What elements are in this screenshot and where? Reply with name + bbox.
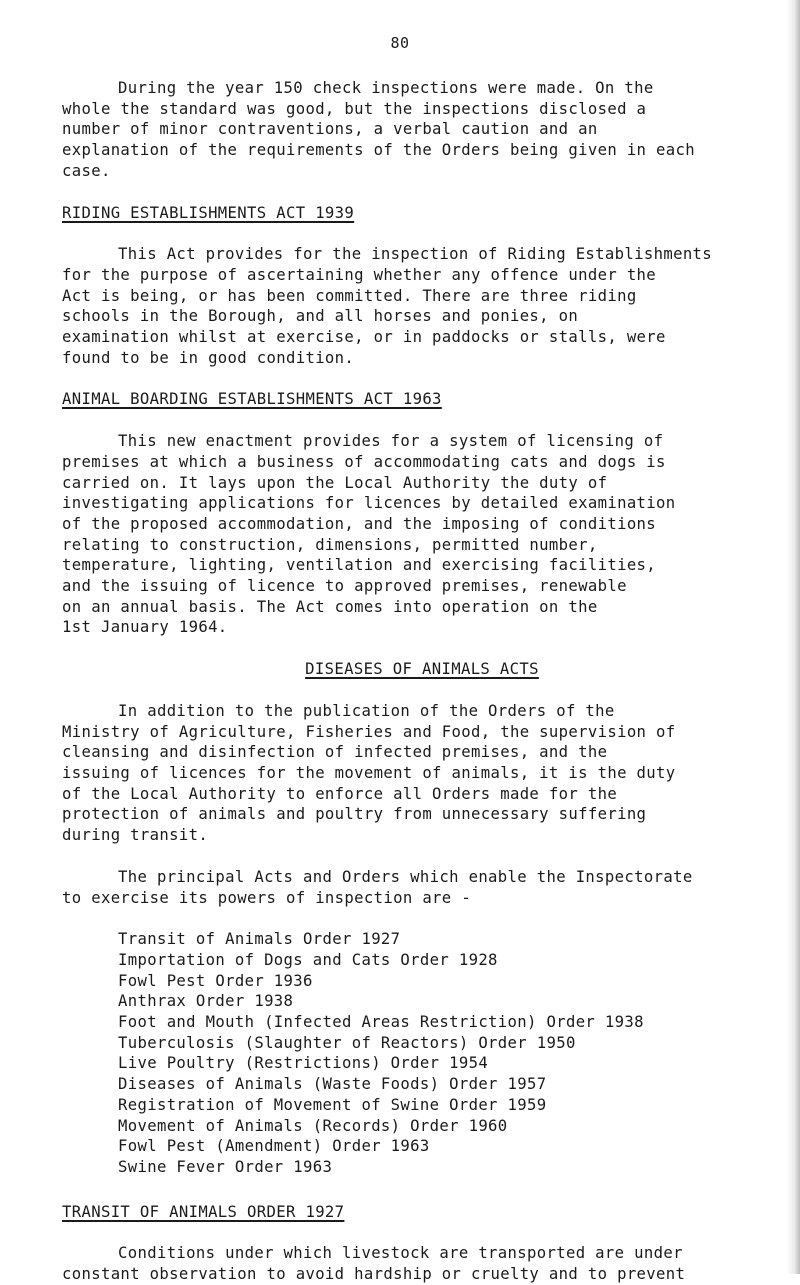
transit-heading: TRANSIT OF ANIMALS ORDER 1927: [62, 1202, 345, 1221]
riding-heading: RIDING ESTABLISHMENTS ACT 1939: [62, 203, 355, 222]
list-item: Live Poultry (Restrictions) Order 1954: [118, 1054, 489, 1073]
list-item: Importation of Dogs and Cats Order 1928: [118, 950, 498, 969]
boarding-heading: ANIMAL BOARDING ESTABLISHMENTS ACT 1963: [62, 390, 442, 409]
list-item: Anthrax Order 1938: [118, 992, 294, 1011]
diseases-heading: [62, 659, 782, 680]
list-item: Swine Fever Order 1963: [118, 1157, 333, 1176]
principal-acts-intro: The principal Acts and Orders which enable the Inspectorate to exercise its powers of inspection are -: [62, 867, 693, 907]
diseases-heading-text: DISEASES OF ANIMALS ACTS: [305, 660, 539, 679]
list-item: Registration of Movement of Swine Order 1959: [118, 1095, 547, 1114]
list-item: Tuberculosis (Slaughter of Reactors) Order 1950: [118, 1033, 576, 1052]
riding-paragraph: This Act provides for the inspection of Riding Establishments for the purpose of ascertaining whether any offence under the Act is being, or has been committed. There are three riding schools in the Borough, and all horses and ponies, on examination whilst at exercise, or in paddocks or stalls, were found to be in good condition.: [62, 245, 713, 367]
scan-edge-shadow: [786, 0, 800, 1274]
list-item: Diseases of Animals (Waste Foods) Order 1957: [118, 1075, 547, 1094]
orders-list: [62, 929, 782, 1177]
list-item: Fowl Pest (Amendment) Order 1963: [118, 1137, 430, 1156]
list-item: Foot and Mouth (Infected Areas Restriction) Order 1938: [118, 1013, 644, 1032]
diseases-paragraph: In addition to the publication of the Orders of the Ministry of Agriculture, Fisheries and Food, the supervision of cleansing and disinfection of infected premises, and the issuing of licences for the movement of animals, it is the duty of the Local Authority to enforce all Orders made for the protection of animals and poultry from unnecessary suffering during transit.: [62, 701, 676, 845]
document-body: [62, 78, 782, 1285]
transit-paragraph: Conditions under which livestock are transported are under constant observation to avoid hardship or cruelty and to prevent: [62, 1244, 686, 1284]
list-item: Fowl Pest Order 1936: [118, 971, 313, 990]
boarding-paragraph: This new enactment provides for a system of licensing of premises at which a business of accommodating cats and dogs is carried on. It lays upon the Local Authority the duty of investigating applications for licences by detailed examination of the proposed accommodation, and the imposing of conditions relating to construction, dimensions, permitted number, temperature, lighting, ventilation and exercising facilities, and the issuing of licence to approved premises, renewable on an annual basis. The Act comes into operation on the 1st January 1964.: [62, 432, 676, 637]
list-item: Transit of Animals Order 1927: [118, 930, 401, 949]
page-number: 80: [390, 34, 410, 52]
list-item: Movement of Animals (Records) Order 1960: [118, 1116, 508, 1135]
intro-paragraph: During the year 150 check inspections were made. On the whole the standard was good, but the inspections disclosed a number of minor contraventions, a verbal caution and an explanation of the requirements of the Orders being given in each case.: [62, 79, 695, 180]
